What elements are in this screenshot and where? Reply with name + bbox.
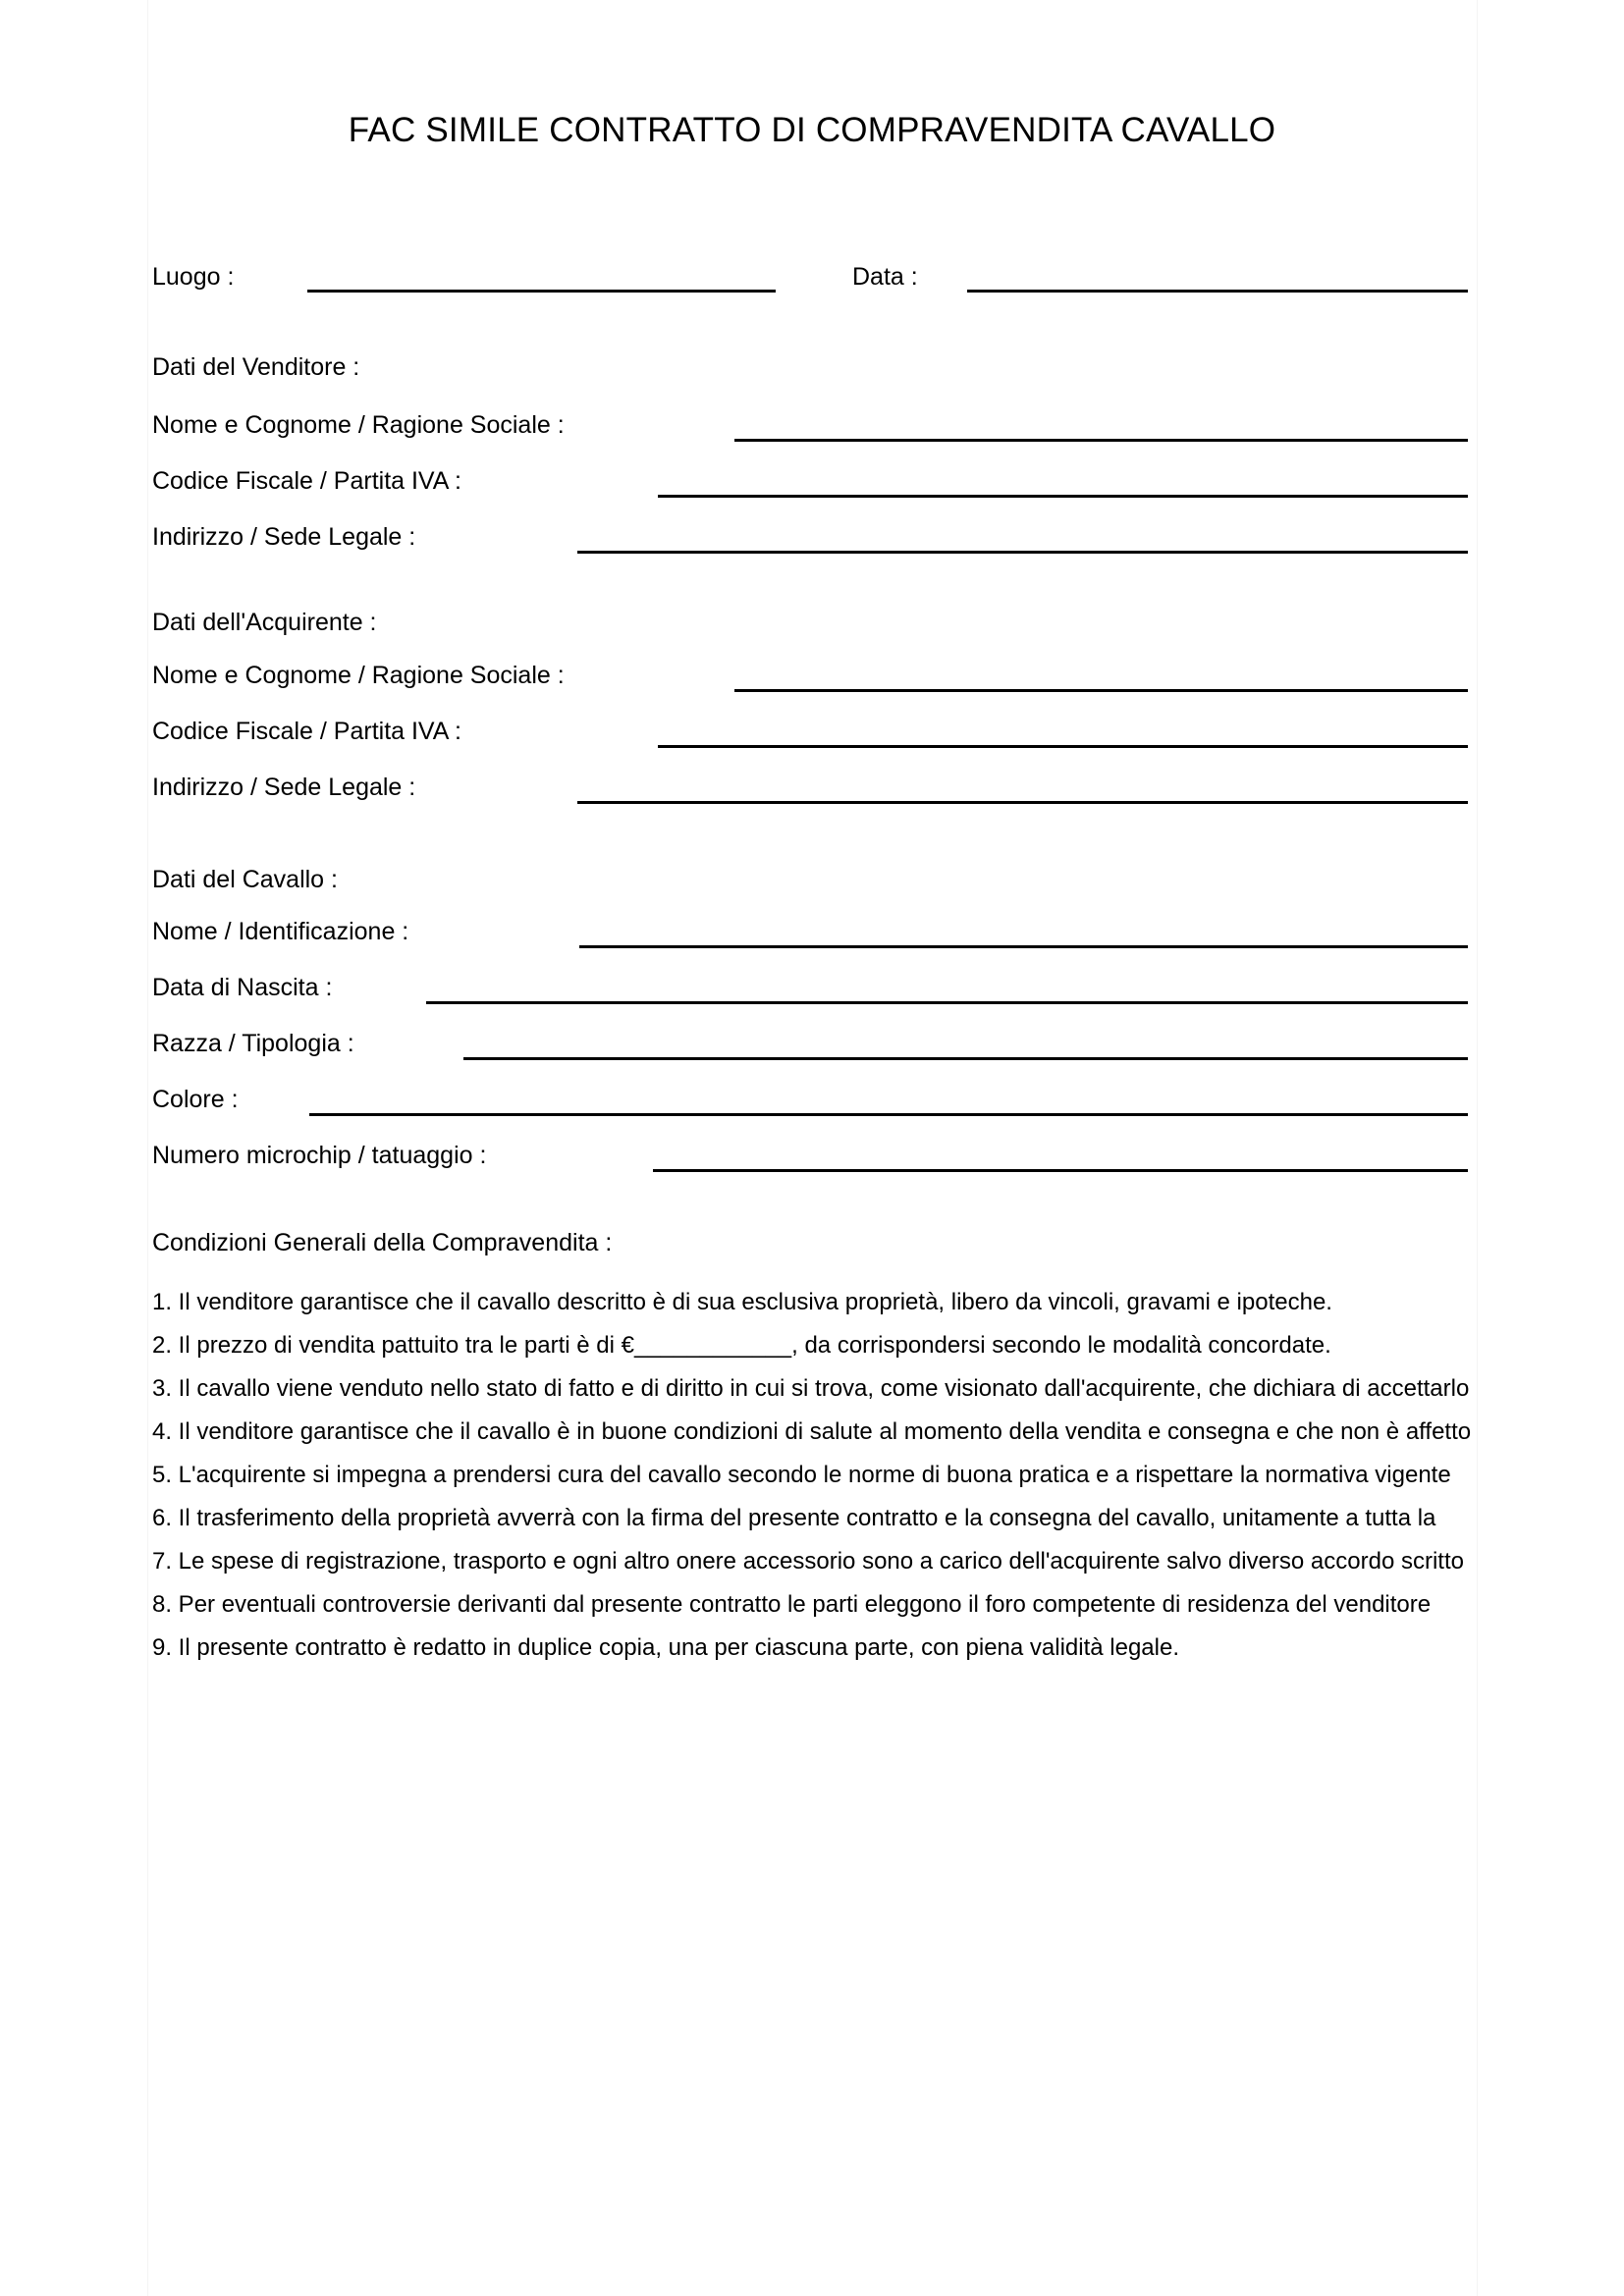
place-label: Luogo : (152, 263, 235, 291)
horse-name-input-line[interactable] (579, 945, 1468, 948)
conditions-section-heading: Condizioni Generali della Compravendita : (152, 1229, 613, 1256)
horse-color-input-line[interactable] (309, 1113, 1468, 1116)
buyer-address-input-line[interactable] (577, 801, 1468, 804)
date-input-line[interactable] (967, 290, 1468, 293)
condition-item-8: 8. Per eventuali controversie derivanti dal presente contratto le parti eleggono il foro competente di residenza del venditore (152, 1591, 1432, 1618)
horse-birthdate-input-line[interactable] (426, 1001, 1468, 1004)
seller-address-input-line[interactable] (577, 551, 1468, 554)
horse-breed-input-line[interactable] (463, 1057, 1468, 1060)
horse-microchip-input-line[interactable] (653, 1169, 1468, 1172)
seller-name-input-line[interactable] (734, 439, 1468, 442)
condition-item-5: 5. L'acquirente si impegna a prendersi cura del cavallo secondo le norme di buona pratica e a rispettare la normativa vigente (152, 1462, 1451, 1488)
horse-breed-label: Razza / Tipologia : (152, 1030, 354, 1057)
buyer-name-label: Nome e Cognome / Ragione Sociale : (152, 662, 565, 689)
seller-address-label: Indirizzo / Sede Legale : (152, 523, 416, 551)
page-left-margin-edge (147, 0, 148, 2296)
condition-item-3: 3. Il cavallo viene venduto nello stato di fatto e di diritto in cui si trova, come visionato dall'acquirente, che dichiara di accettarlo (152, 1375, 1470, 1402)
condition-item-2: 2. Il prezzo di vendita pattuito tra le parti è di €____________, da corrispondersi secondo le modalità concordate. (152, 1332, 1331, 1359)
horse-color-label: Colore : (152, 1086, 239, 1113)
buyer-name-input-line[interactable] (734, 689, 1468, 692)
horse-section-heading: Dati del Cavallo : (152, 866, 338, 893)
buyer-section-heading: Dati dell'Acquirente : (152, 609, 377, 636)
condition-item-9: 9. Il presente contratto è redatto in duplice copia, una per ciascuna parte, con piena validità legale. (152, 1634, 1180, 1661)
buyer-address-label: Indirizzo / Sede Legale : (152, 774, 416, 801)
page-right-margin-edge (1477, 0, 1478, 2296)
buyer-tax-id-label: Codice Fiscale / Partita IVA : (152, 718, 461, 745)
seller-section-heading: Dati del Venditore : (152, 353, 360, 381)
horse-microchip-label: Numero microchip / tatuaggio : (152, 1142, 487, 1169)
place-input-line[interactable] (307, 290, 776, 293)
condition-item-7: 7. Le spese di registrazione, trasporto e ogni altro onere accessorio sono a carico dell'acquirente salvo diverso accordo scritto (152, 1548, 1464, 1575)
horse-birthdate-label: Data di Nascita : (152, 974, 333, 1001)
seller-tax-id-label: Codice Fiscale / Partita IVA : (152, 467, 461, 495)
date-label: Data : (852, 263, 918, 291)
seller-tax-id-input-line[interactable] (658, 495, 1468, 498)
condition-item-4: 4. Il venditore garantisce che il cavallo è in buone condizioni di salute al momento della vendita e consegna e che non è affetto (152, 1418, 1472, 1445)
seller-name-label: Nome e Cognome / Ragione Sociale : (152, 411, 565, 439)
horse-name-label: Nome / Identificazione : (152, 918, 409, 945)
condition-item-6: 6. Il trasferimento della proprietà avverrà con la firma del presente contratto e la consegna del cavallo, unitamente a tutta la (152, 1505, 1436, 1531)
page-title: FAC SIMILE CONTRATTO DI COMPRAVENDITA CAVALLO (348, 111, 1276, 149)
condition-item-1: 1. Il venditore garantisce che il cavallo descritto è di sua esclusiva proprietà, libero da vincoli, gravami e ipoteche. (152, 1289, 1332, 1315)
buyer-tax-id-input-line[interactable] (658, 745, 1468, 748)
